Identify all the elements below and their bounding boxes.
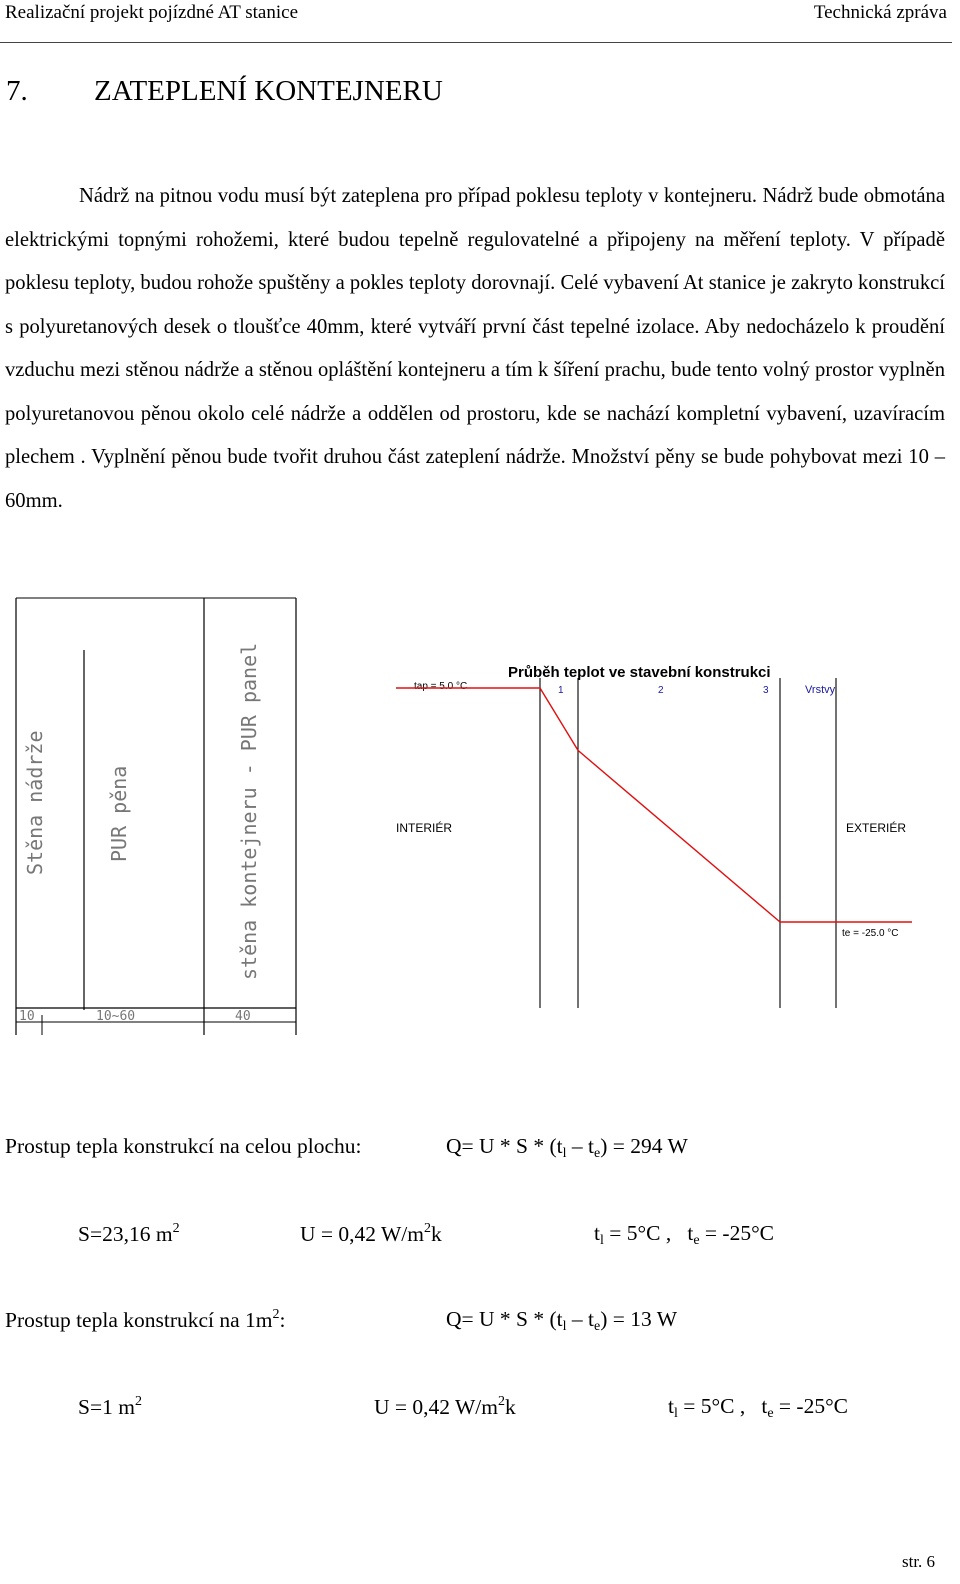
- calc-per-m2-temps: $t_l = 5^\circ C$ , $t_e = -25^\circ C$: [668, 1394, 849, 1421]
- dim-10-60: 10~60: [96, 1009, 136, 1024]
- calc-per-m2-U: U = 0,42 $W/m^2k$: [374, 1394, 516, 1419]
- section-heading: [6, 75, 443, 108]
- calc-total-S: S=23,16 $m^2$: [78, 1221, 180, 1246]
- temperature-segment-3: [578, 750, 780, 922]
- layers-label: Vrstvy: [805, 684, 836, 696]
- temperature-chart: [396, 664, 912, 1008]
- layer-number-2: 2: [658, 685, 664, 696]
- dim-40: 40: [235, 1009, 251, 1024]
- dim-10: 10: [19, 1009, 35, 1024]
- chart-t-in-label: tap = 5.0 °C: [414, 681, 468, 692]
- header-left: Realizační projekt pojízdné AT stanice: [5, 2, 298, 23]
- calc-total-label: Prostup tepla konstrukcí na celou plochu:: [5, 1134, 362, 1158]
- layer-number-3: 3: [763, 685, 769, 696]
- page-number: str. 6: [902, 1552, 936, 1571]
- calc-per-m2-S: S=1 $m^2$: [78, 1394, 142, 1419]
- section-number: 7.: [6, 75, 28, 107]
- temperature-segment-2: [540, 688, 578, 750]
- header-right: Technická zpráva: [813, 2, 947, 23]
- interior-label: INTERIÉR: [396, 821, 453, 835]
- calc-per-m2-label: Prostup tepla konstrukcí na $1m^2$:: [5, 1307, 286, 1332]
- exterior-label: EXTERIÉR: [846, 821, 907, 835]
- calc-total-formula: $Q= U * S * (t_l - t_e) = 294$ W: [446, 1134, 688, 1161]
- temperature-profile: [396, 688, 912, 922]
- chart-title: Průběh teplot ve stavební konstrukci: [508, 664, 771, 681]
- header-rule: [0, 42, 952, 43]
- label-tank-wall: Stěna nádrže: [23, 730, 47, 875]
- paragraph-text: Nádrž na pitnou vodu musí být zateplena pro případ poklesu teploty v kontejneru. Nádrž bude obmotána elektrickými topnými rohožemi, které budou tepelně regulovatelné a připojeny na měření teploty. V případě poklesu teploty, budou rohože spuštěny a pokles teploty dorovnají. Celé vybavení At stanice je zakryto konstrukcí s polyuretanových desek o tloušťce 40mm, které vytváří první část tepelné izolace. Aby nedocházelo k proudění vzduchu mezi stěnou nádrže a stěnou opláštění kontejneru a tím k šíření prachu, bude tento volný prostor vyplněn polyuretanovou pěnou okolo celé nádrže a oddělen od prostoru, kde se nachází kompletní vybavení, uzavíracím plechem . Vyplnění pěnou bude tvořit druhou část zateplení nádrže. Množství pěny se bude pohybovat mezi 10 – 60mm.: [5, 185, 945, 512]
- insulation-diagram: [0, 590, 960, 1050]
- body-paragraph: [5, 175, 945, 523]
- label-container-wall: stěna kontejneru - PUR panel: [237, 642, 261, 980]
- wall-section-drawing: [16, 598, 296, 1035]
- section-title: ZATEPLENÍ KONTEJNERU: [94, 75, 443, 107]
- chart-t-out-label: te = -25.0 °C: [842, 928, 899, 939]
- label-pur-foam: PUR pěna: [107, 765, 131, 862]
- layer-number-1: 1: [558, 685, 564, 696]
- calc-total-U: U = 0,42 $W/m^2k$: [300, 1221, 442, 1246]
- calc-total-temps: $t_l = 5^\circ C$ , $t_e = -25^\circ C$: [594, 1221, 775, 1248]
- calc-per-m2-formula: $Q= U * S * (t_l - t_e) = 13$ W: [446, 1307, 678, 1334]
